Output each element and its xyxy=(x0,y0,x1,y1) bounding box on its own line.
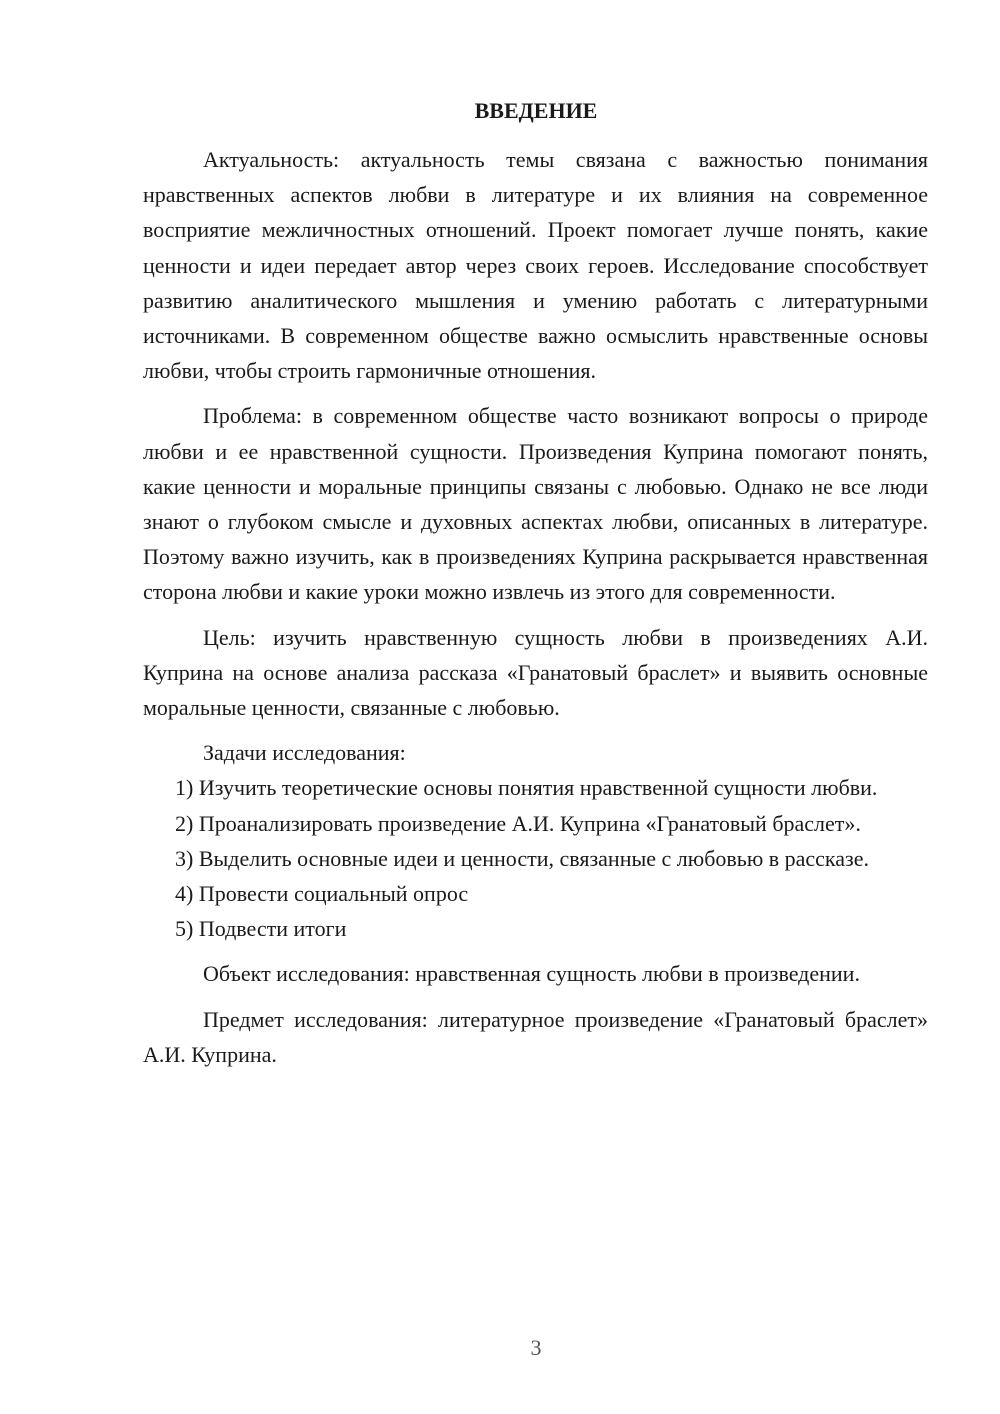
paragraph-relevance: Актуальность: актуальность темы связана с важностью понимания нравственных аспектов любви в литературе и их влияния на современное восприятие межличностных отношений. Проект помогает лучше понять, какие ценности и идеи передает автор через своих героев. Исследование способствует развитию аналитического мышления и умению работать с литературными источниками. В современном обществе важно осмыслить нравственные основы любви, чтобы строить гармоничные отношения. xyxy=(143,147,928,384)
page-number: 3 xyxy=(530,1335,542,1360)
paragraph-subject: Предмет исследования: литературное произведение «Гранатовый браслет» А.И. Куприна. xyxy=(143,1006,928,1067)
task-item: 3) Выделить основные идеи и ценности, связанные с любовью в рассказе. xyxy=(175,845,870,871)
task-item: 2) Проанализировать произведение А.И. Куприна «Гранатовый браслет». xyxy=(175,810,861,836)
task-item: 1) Изучить теоретические основы понятия нравственной сущности любви. xyxy=(175,775,878,801)
paragraph-problem: Проблема: в современном обществе часто возникают вопросы о природе любви и ее нравственной сущности. Произведения Куприна помогают понять, какие ценности и моральные принципы связаны с любовью. Однако не все люди знают о глубоком смысле и духовных аспектах любви, описанных в литературе. Поэтому важно изучить, как в произведениях Куприна раскрывается нравственная сторона любви и какие уроки можно извлечь из этого для современности. xyxy=(143,403,928,605)
tasks-heading: Задачи исследования: xyxy=(203,740,406,766)
page-title: ВВЕДЕНИЕ xyxy=(474,98,598,123)
paragraph-goal: Цель: изучить нравственную сущность любви в произведениях А.И. Куприна на основе анализа рассказа «Гранатовый браслет» и выявить основные моральные ценности, связанные с любовью. xyxy=(143,624,928,721)
task-item: 4) Провести социальный опрос xyxy=(175,881,469,907)
paragraph-object: Объект исследования: нравственная сущность любви в произведении. xyxy=(203,961,860,987)
document-body xyxy=(143,142,928,1072)
task-item: 5) Подвести итоги xyxy=(175,916,347,942)
